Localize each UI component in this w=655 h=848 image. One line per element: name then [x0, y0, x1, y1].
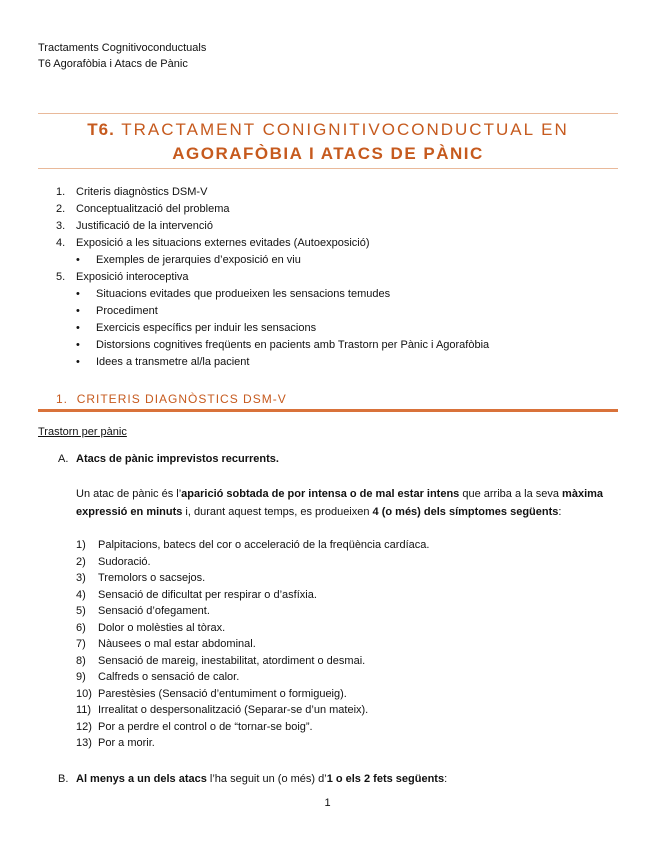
page-number: 1	[324, 797, 331, 809]
criterion-a-heading: A. Atacs de pànic imprevistos recurrents.	[58, 453, 279, 465]
list-item: 12) Por a perdre el control o de “tornar-se boig”.	[76, 720, 313, 733]
list-item: 1) Palpitacions, batecs del cor o acceleració de la freqüència cardíaca.	[76, 539, 430, 551]
toc-subitem: • Situacions evitades que produeixen les sensacions temudes	[76, 288, 391, 300]
title-line-1	[38, 120, 618, 140]
list-item: 9) Calfreds o sensació de calor.	[76, 671, 240, 683]
title-line-2: AGORAFÒBIA I ATACS DE PÀNIC	[172, 144, 484, 163]
title-number: T6.	[87, 120, 115, 139]
toc-subitem: • Idees a transmetre al/la pacient	[76, 356, 250, 368]
list-item: 11) Irrealitat o despersonalització (Separar-se d’un mateix).	[76, 704, 369, 716]
list-item: 2) Sudoració.	[76, 555, 151, 568]
list-item: 6) Dolor o molèsties al tòrax.	[76, 621, 226, 634]
running-header	[38, 40, 206, 72]
list-item: 8) Sensació de mareig, inestabilitat, atordiment o desmai.	[76, 654, 366, 667]
header-line-1: Tractaments Cognitivoconductuals	[38, 42, 207, 54]
symptom-list	[76, 537, 429, 752]
criterion-a-paragraph: Un atac de pànic és l’aparició sobtada de por intensa o de mal estar intens que arriba a la seva màxima expressió en minuts i, durant aquest temps, es produeixen 4 (o més) dels símptomes següents:	[76, 488, 604, 518]
section-divider	[38, 409, 618, 412]
list-item: 10) Parestèsies (Sensació d’entumiment o formigueig).	[76, 687, 347, 700]
toc-item: 1. Criteris diagnòstics DSM-V	[56, 186, 208, 198]
toc-subitem: • Exemples de jerarquies d’exposició en viu	[76, 254, 301, 266]
criterion-b-heading: B. Al menys a un dels atacs l’ha seguit un (o més) d’1 o els 2 fets següents:	[58, 773, 448, 785]
toc-item: 5. Exposició interoceptiva	[56, 271, 189, 283]
toc-item: 2. Conceptualització del problema	[56, 203, 230, 215]
table-of-contents	[56, 184, 489, 371]
list-item: 3) Tremolors o sacsejos.	[76, 572, 206, 584]
list-item: 13) Por a morir.	[76, 737, 155, 749]
section-heading: 1. CRITERIS DIAGNÒSTICS DSM-V	[56, 392, 287, 406]
toc-item: 3. Justificació de la intervenció	[56, 220, 213, 232]
toc-subitem: • Distorsions cognitives freqüents en pacients amb Trastorn per Pànic i Agorafòbia	[76, 339, 490, 351]
toc-item: 4. Exposició a les situacions externes evitades (Autoexposició)	[56, 237, 370, 249]
list-item: 7) Nàusees o mal estar abdominal.	[76, 638, 256, 650]
title-text-1: TRACTAMENT CONIGNITIVOCONDUCTUAL EN	[121, 120, 569, 139]
list-item: 4) Sensació de dificultat per respirar o d’asfíxia.	[76, 588, 317, 601]
header-line-2: T6 Agorafòbia i Atacs de Pànic	[38, 58, 188, 70]
list-item: 5) Sensació d’ofegament.	[76, 605, 210, 617]
toc-subitem: • Exercicis específics per induir les sensacions	[76, 322, 317, 334]
document-title	[38, 113, 618, 169]
toc-subitem: • Procediment	[76, 305, 158, 317]
subheading: Trastorn per pànic	[38, 426, 127, 438]
